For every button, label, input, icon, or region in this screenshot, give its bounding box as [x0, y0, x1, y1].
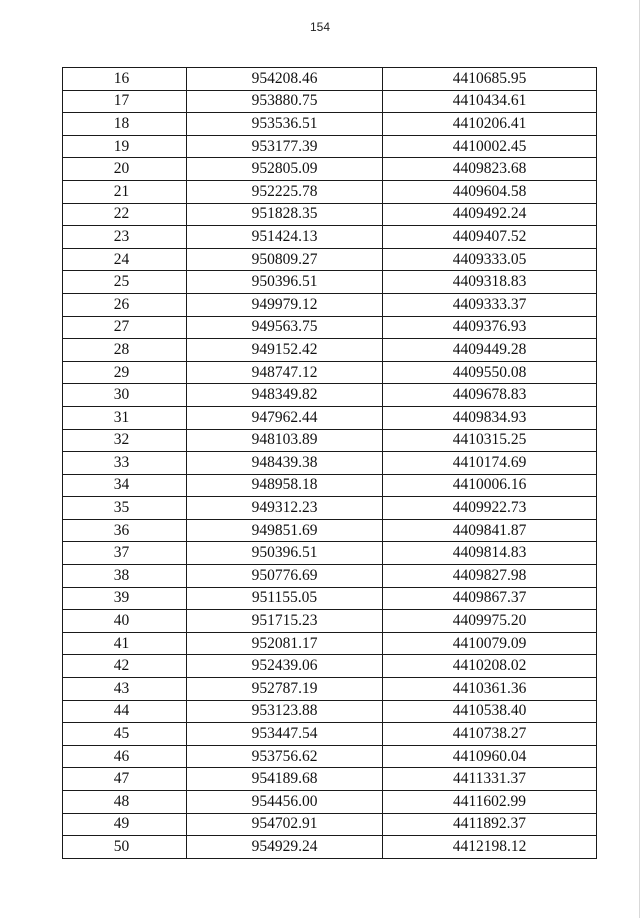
- x-coordinate-cell: 954702.91: [187, 813, 383, 836]
- x-coordinate-cell: 949979.12: [187, 293, 383, 316]
- y-coordinate-cell: 4410006.16: [383, 474, 597, 497]
- y-coordinate-cell: 4409604.58: [383, 180, 597, 203]
- y-coordinate-cell: 4409814.83: [383, 542, 597, 565]
- table-row: [63, 316, 597, 339]
- table-row: [63, 723, 597, 746]
- x-coordinate-cell: 947962.44: [187, 406, 383, 429]
- x-coordinate-cell: 952439.06: [187, 655, 383, 678]
- y-coordinate-cell: 4410434.61: [383, 90, 597, 113]
- point-number-cell: 32: [63, 429, 187, 452]
- y-coordinate-cell: 4409922.73: [383, 497, 597, 520]
- table-row: [63, 406, 597, 429]
- point-number-cell: 29: [63, 361, 187, 384]
- point-number-cell: 41: [63, 632, 187, 655]
- table-row: [63, 180, 597, 203]
- table-row: [63, 429, 597, 452]
- point-number-cell: 38: [63, 565, 187, 588]
- point-number-cell: 50: [63, 836, 187, 859]
- y-coordinate-cell: 4410960.04: [383, 745, 597, 768]
- table-row: [63, 384, 597, 407]
- point-number-cell: 28: [63, 339, 187, 362]
- y-coordinate-cell: 4411331.37: [383, 768, 597, 791]
- y-coordinate-cell: 4410002.45: [383, 135, 597, 158]
- table-row: [63, 158, 597, 181]
- y-coordinate-cell: 4409318.83: [383, 271, 597, 294]
- x-coordinate-cell: 952225.78: [187, 180, 383, 203]
- table-row: [63, 339, 597, 362]
- x-coordinate-cell: 949312.23: [187, 497, 383, 520]
- point-number-cell: 31: [63, 406, 187, 429]
- x-coordinate-cell: 953536.51: [187, 113, 383, 136]
- y-coordinate-cell: 4409823.68: [383, 158, 597, 181]
- x-coordinate-cell: 951424.13: [187, 226, 383, 249]
- x-coordinate-cell: 954929.24: [187, 836, 383, 859]
- table-row: [63, 452, 597, 475]
- x-coordinate-cell: 948958.18: [187, 474, 383, 497]
- table-row: [63, 655, 597, 678]
- y-coordinate-cell: 4411892.37: [383, 813, 597, 836]
- table-row: [63, 203, 597, 226]
- y-coordinate-cell: 4409407.52: [383, 226, 597, 249]
- y-coordinate-cell: 4410315.25: [383, 429, 597, 452]
- point-number-cell: 18: [63, 113, 187, 136]
- table-row: [63, 497, 597, 520]
- y-coordinate-cell: 4409867.37: [383, 587, 597, 610]
- table-row: [63, 271, 597, 294]
- point-number-cell: 22: [63, 203, 187, 226]
- coordinate-table: [62, 67, 597, 859]
- y-coordinate-cell: 4409333.37: [383, 293, 597, 316]
- x-coordinate-cell: 953177.39: [187, 135, 383, 158]
- x-coordinate-cell: 951715.23: [187, 610, 383, 633]
- x-coordinate-cell: 954456.00: [187, 791, 383, 814]
- point-number-cell: 36: [63, 519, 187, 542]
- table-row: [63, 226, 597, 249]
- point-number-cell: 19: [63, 135, 187, 158]
- y-coordinate-cell: 4410174.69: [383, 452, 597, 475]
- table-row: [63, 68, 597, 91]
- x-coordinate-cell: 950396.51: [187, 542, 383, 565]
- table-row: [63, 768, 597, 791]
- y-coordinate-cell: 4410079.09: [383, 632, 597, 655]
- x-coordinate-cell: 952805.09: [187, 158, 383, 181]
- point-number-cell: 37: [63, 542, 187, 565]
- point-number-cell: 17: [63, 90, 187, 113]
- y-coordinate-cell: 4410208.02: [383, 655, 597, 678]
- table-row: [63, 610, 597, 633]
- y-coordinate-cell: 4410206.41: [383, 113, 597, 136]
- table-row: [63, 519, 597, 542]
- y-coordinate-cell: 4409841.87: [383, 519, 597, 542]
- point-number-cell: 26: [63, 293, 187, 316]
- table-row: [63, 293, 597, 316]
- x-coordinate-cell: 949563.75: [187, 316, 383, 339]
- point-number-cell: 27: [63, 316, 187, 339]
- coordinate-table-container: [62, 67, 596, 859]
- table-row: [63, 836, 597, 859]
- x-coordinate-cell: 952081.17: [187, 632, 383, 655]
- table-row: [63, 745, 597, 768]
- y-coordinate-cell: 4409449.28: [383, 339, 597, 362]
- table-row: [63, 90, 597, 113]
- point-number-cell: 48: [63, 791, 187, 814]
- y-coordinate-cell: 4409492.24: [383, 203, 597, 226]
- point-number-cell: 23: [63, 226, 187, 249]
- table-row: [63, 361, 597, 384]
- table-row: [63, 791, 597, 814]
- y-coordinate-cell: 4410538.40: [383, 700, 597, 723]
- y-coordinate-cell: 4410685.95: [383, 68, 597, 91]
- x-coordinate-cell: 952787.19: [187, 678, 383, 701]
- point-number-cell: 42: [63, 655, 187, 678]
- table-row: [63, 587, 597, 610]
- table-row: [63, 700, 597, 723]
- x-coordinate-cell: 953123.88: [187, 700, 383, 723]
- table-row: [63, 135, 597, 158]
- point-number-cell: 45: [63, 723, 187, 746]
- y-coordinate-cell: 4410738.27: [383, 723, 597, 746]
- point-number-cell: 24: [63, 248, 187, 271]
- point-number-cell: 35: [63, 497, 187, 520]
- x-coordinate-cell: 953880.75: [187, 90, 383, 113]
- point-number-cell: 21: [63, 180, 187, 203]
- x-coordinate-cell: 953756.62: [187, 745, 383, 768]
- table-row: [63, 813, 597, 836]
- x-coordinate-cell: 948103.89: [187, 429, 383, 452]
- point-number-cell: 20: [63, 158, 187, 181]
- y-coordinate-cell: 4409550.08: [383, 361, 597, 384]
- y-coordinate-cell: 4409376.93: [383, 316, 597, 339]
- y-coordinate-cell: 4409834.93: [383, 406, 597, 429]
- page-number: 154: [309, 20, 331, 34]
- point-number-cell: 40: [63, 610, 187, 633]
- x-coordinate-cell: 954208.46: [187, 68, 383, 91]
- y-coordinate-cell: 4409333.05: [383, 248, 597, 271]
- y-coordinate-cell: 4412198.12: [383, 836, 597, 859]
- x-coordinate-cell: 954189.68: [187, 768, 383, 791]
- table-row: [63, 678, 597, 701]
- point-number-cell: 16: [63, 68, 187, 91]
- x-coordinate-cell: 950809.27: [187, 248, 383, 271]
- x-coordinate-cell: 948439.38: [187, 452, 383, 475]
- table-row: [63, 632, 597, 655]
- table-row: [63, 565, 597, 588]
- y-coordinate-cell: 4409678.83: [383, 384, 597, 407]
- x-coordinate-cell: 949851.69: [187, 519, 383, 542]
- point-number-cell: 34: [63, 474, 187, 497]
- table-row: [63, 113, 597, 136]
- point-number-cell: 47: [63, 768, 187, 791]
- point-number-cell: 49: [63, 813, 187, 836]
- table-row: [63, 248, 597, 271]
- x-coordinate-cell: 951155.05: [187, 587, 383, 610]
- point-number-cell: 30: [63, 384, 187, 407]
- y-coordinate-cell: 4411602.99: [383, 791, 597, 814]
- x-coordinate-cell: 948349.82: [187, 384, 383, 407]
- point-number-cell: 46: [63, 745, 187, 768]
- x-coordinate-cell: 950396.51: [187, 271, 383, 294]
- x-coordinate-cell: 948747.12: [187, 361, 383, 384]
- point-number-cell: 25: [63, 271, 187, 294]
- point-number-cell: 44: [63, 700, 187, 723]
- x-coordinate-cell: 951828.35: [187, 203, 383, 226]
- y-coordinate-cell: 4409975.20: [383, 610, 597, 633]
- table-row: [63, 542, 597, 565]
- table-row: [63, 474, 597, 497]
- x-coordinate-cell: 950776.69: [187, 565, 383, 588]
- x-coordinate-cell: 953447.54: [187, 723, 383, 746]
- coordinate-table-body: [63, 68, 597, 859]
- point-number-cell: 39: [63, 587, 187, 610]
- point-number-cell: 43: [63, 678, 187, 701]
- point-number-cell: 33: [63, 452, 187, 475]
- y-coordinate-cell: 4409827.98: [383, 565, 597, 588]
- x-coordinate-cell: 949152.42: [187, 339, 383, 362]
- y-coordinate-cell: 4410361.36: [383, 678, 597, 701]
